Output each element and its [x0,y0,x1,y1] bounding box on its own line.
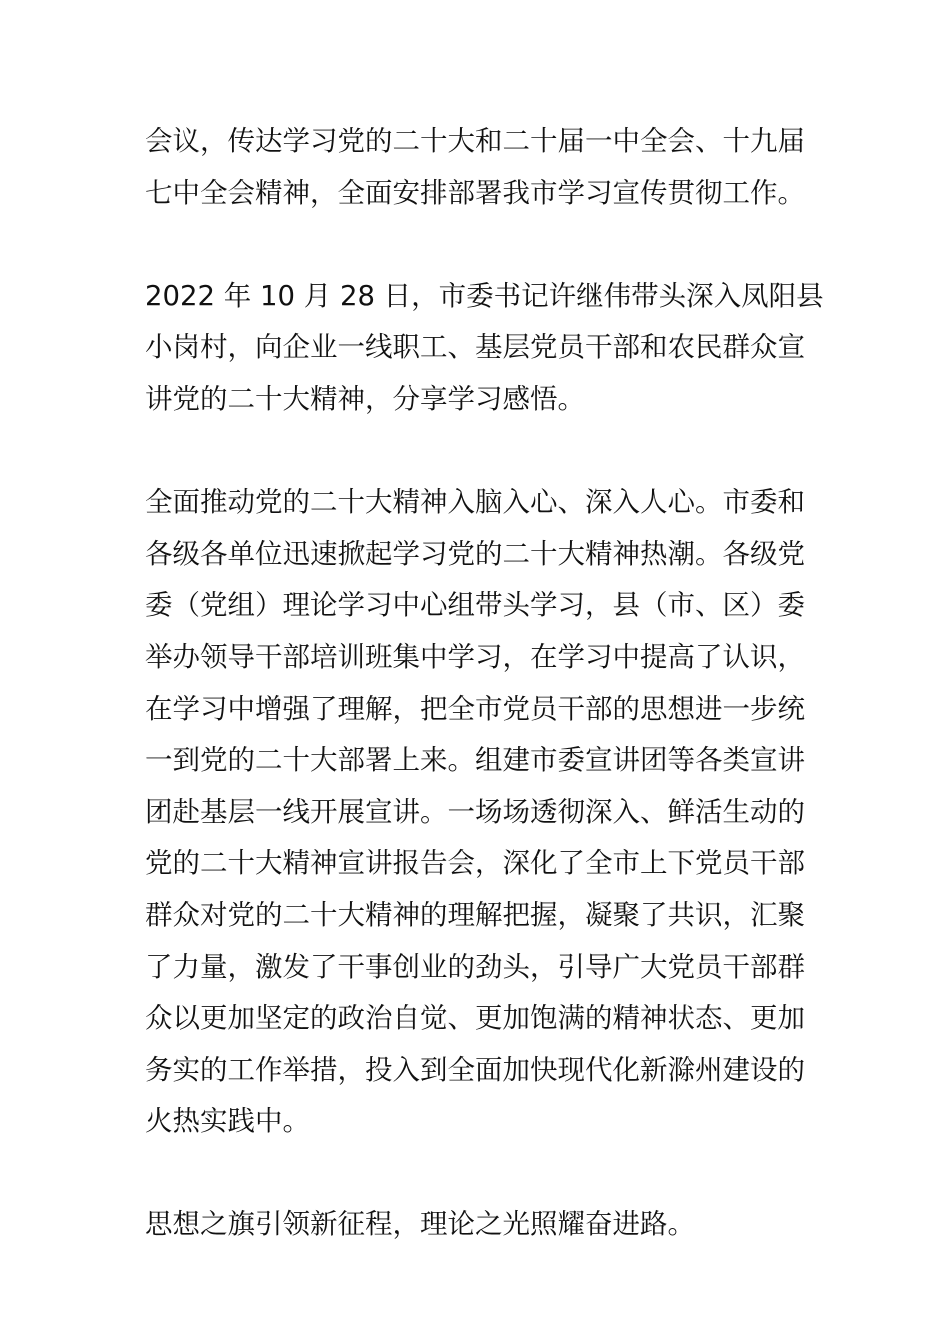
text-line: 全面推动党的二十大精神入脑入心、深入人心。市委和 [145,486,805,519]
text-line: 在学习中增强了理解，把全市党员干部的思想进一步统 [145,692,805,725]
paragraph-spacer [145,1148,810,1200]
text-line: 思想之旗引领新征程，理论之光照耀奋进路。 [145,1208,695,1241]
text-line: 委（党组）理论学习中心组带头学习，县（市、区）委 [145,589,805,622]
text-line: 众以更加坚定的政治自觉、更加饱满的精神状态、更加 [145,1002,805,1035]
paragraph-1 [145,116,810,219]
paragraph-4 [145,1199,810,1251]
text-line: 务实的工作举措，投入到全面加快现代化新滁州建设的 [145,1053,805,1086]
text-line: 举办领导干部培训班集中学习，在学习中提高了认识， [145,640,805,673]
text-line: 党的二十大精神宣讲报告会，深化了全市上下党员干部 [145,847,805,880]
text-line: 群众对党的二十大精神的理解把握，凝聚了共识，汇聚 [145,898,805,931]
paragraph-3 [145,477,810,1148]
text-line: 火热实践中。 [145,1105,310,1138]
text-line: 会议，传达学习党的二十大和二十届一中全会、十九届 [145,125,805,157]
text-line: 讲党的二十大精神，分享学习感悟。 [145,382,585,415]
paragraph-2 [145,271,824,426]
paragraph-spacer [145,219,810,271]
document-body [145,116,824,1251]
text-line: 小岗村，向企业一线职工、基层党员干部和农民群众宣 [145,331,805,364]
text-line: 了力量，激发了干事创业的劲头，引导广大党员干部群 [145,950,805,983]
text-line: 一到党的二十大部署上来。组建市委宣讲团等各类宣讲 [145,744,805,777]
text-line: 团赴基层一线开展宣讲。一场场透彻深入、鲜活生动的 [145,795,805,828]
text-line: 2022 年 10 月 28 日，市委书记许继伟带头深入凤阳县 [145,279,824,312]
text-line: 各级各单位迅速掀起学习党的二十大精神热潮。各级党 [145,537,805,570]
text-line: 七中全会精神，全面安排部署我市学习宣传贯彻工作。 [145,176,805,209]
paragraph-spacer [145,426,810,478]
